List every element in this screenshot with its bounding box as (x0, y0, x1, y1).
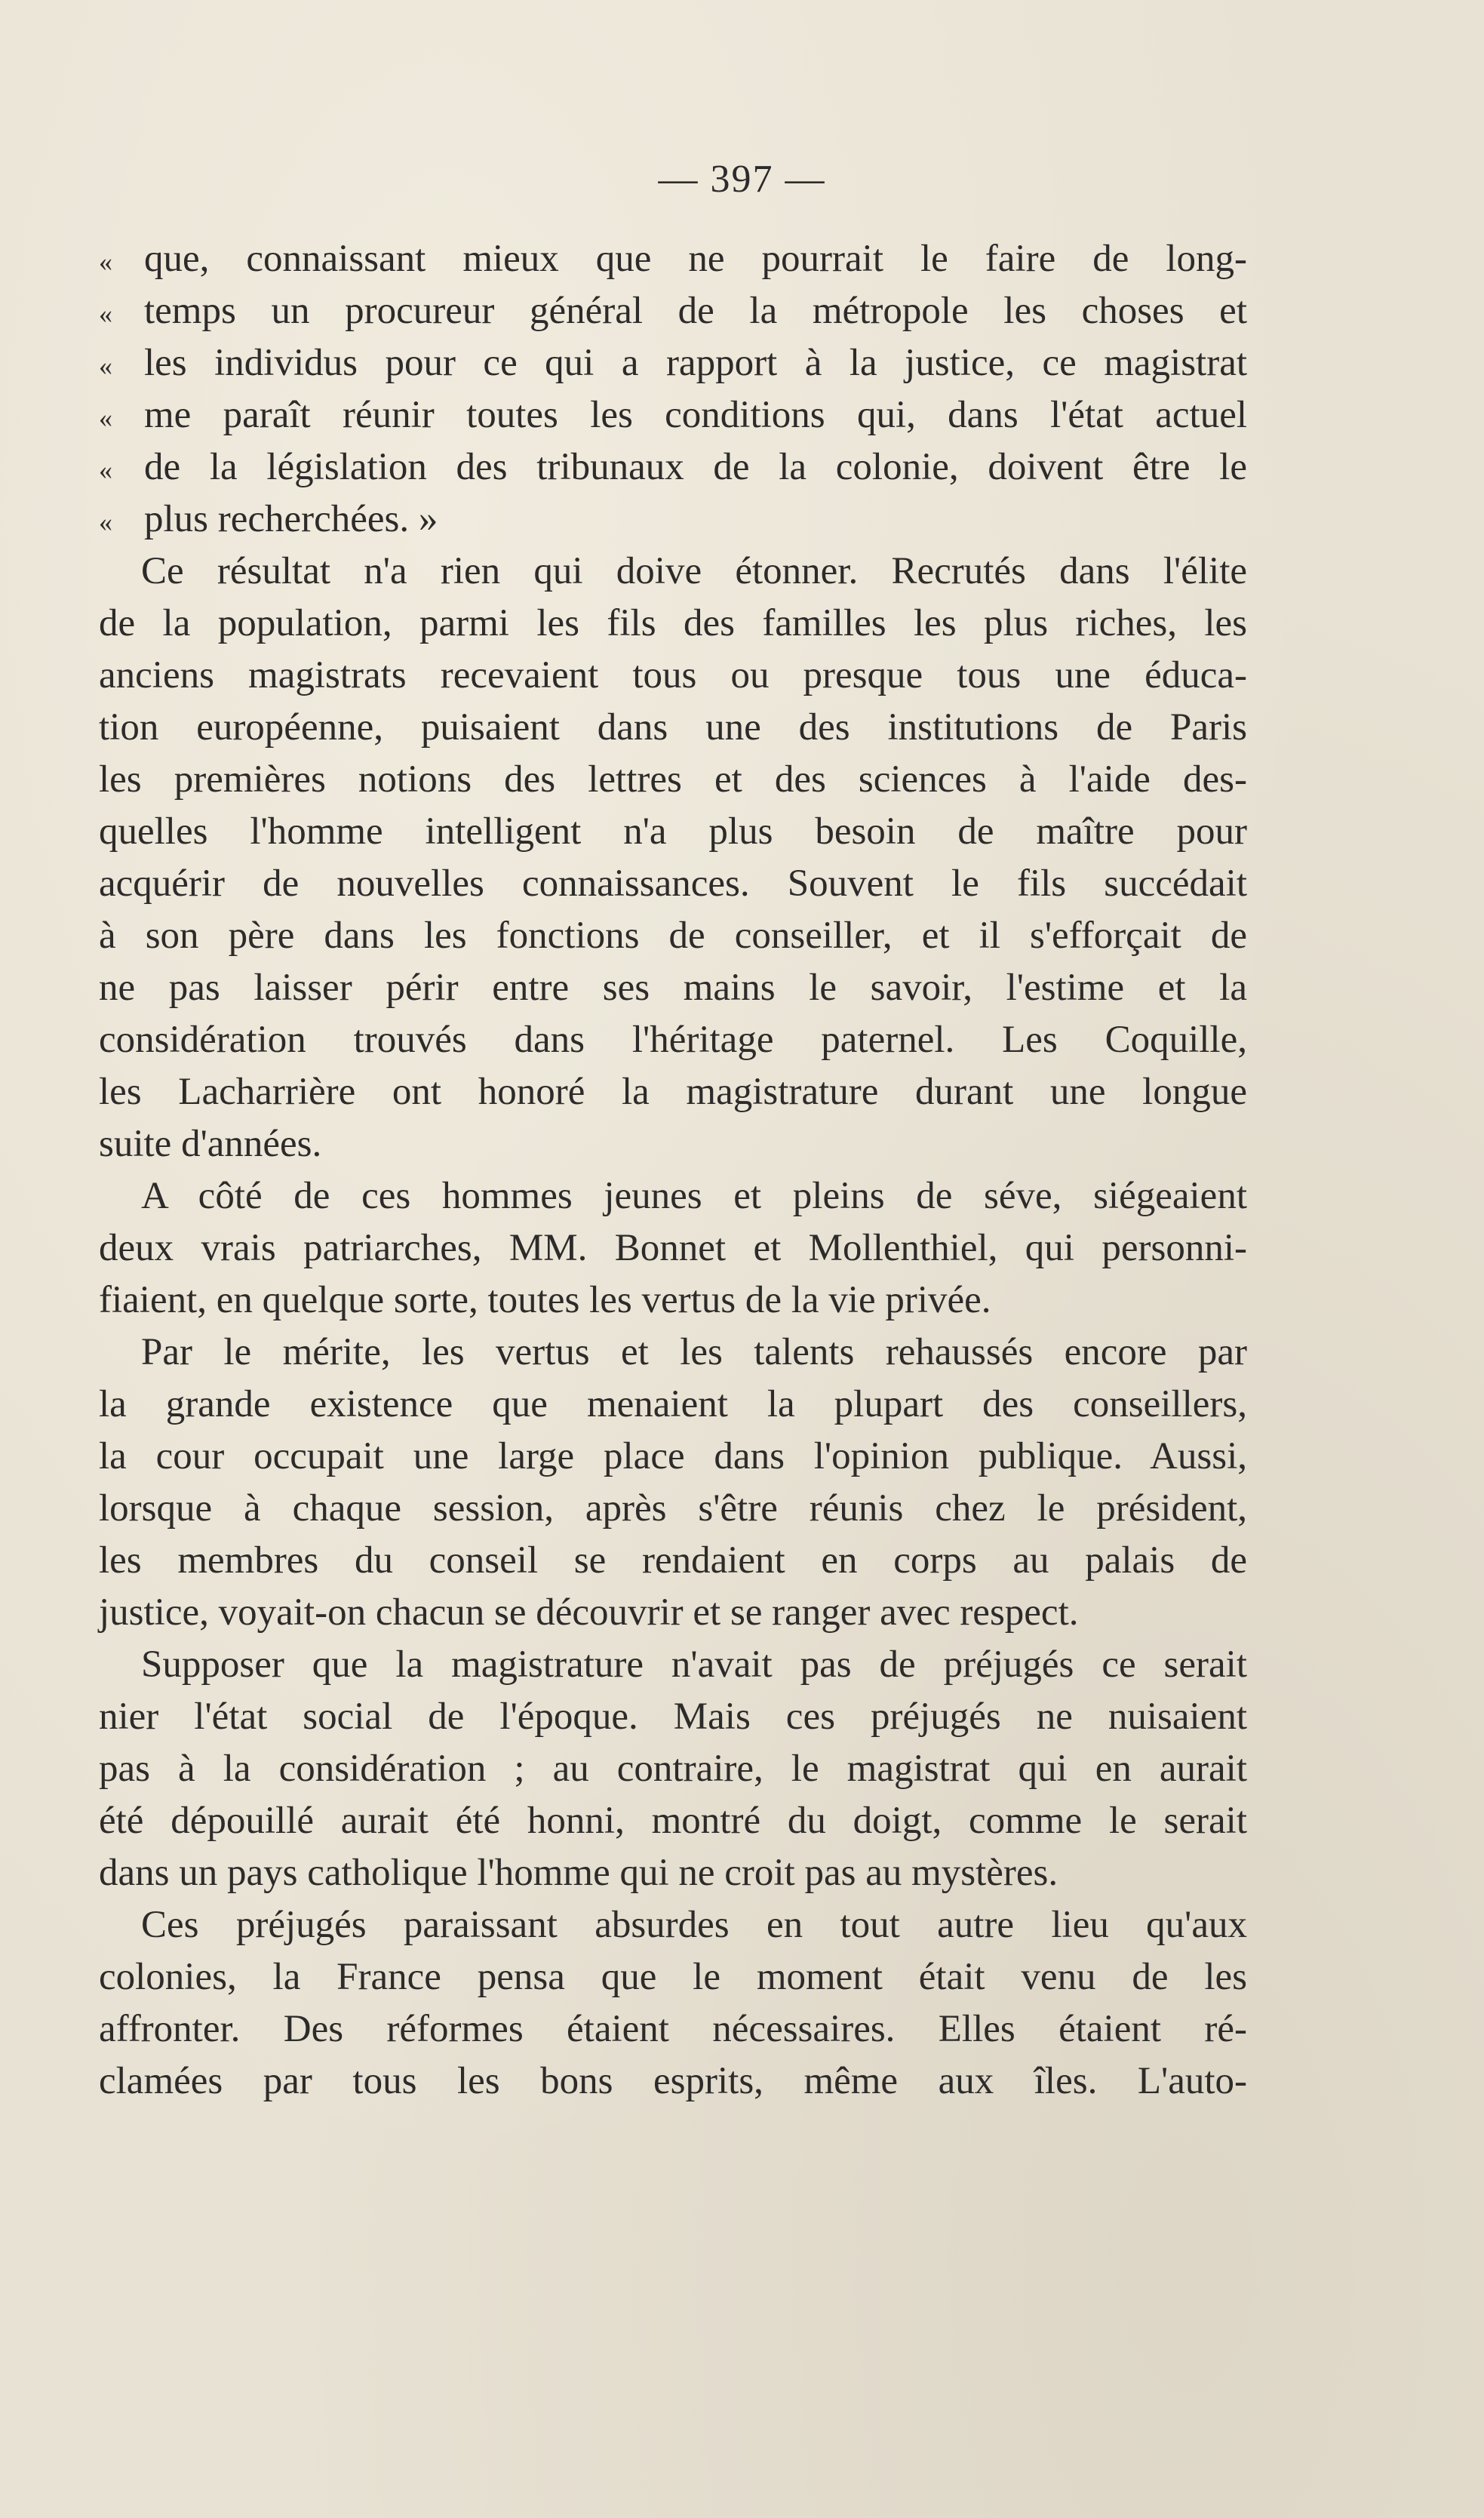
text-line: quelles l'homme intelligent n'a plus besoin de maître pour (99, 810, 1247, 853)
text-line: A côté de ces hommes jeunes et pleins de séve, siégeaient (141, 1175, 1247, 1217)
text-line: Par le mérite, les vertus et les talents rehaussés encore par (141, 1331, 1247, 1373)
text-line: fiaient, en quelque sorte, toutes les vertus de la vie privée. (99, 1279, 991, 1321)
quote-line (99, 444, 1247, 490)
text-line: la cour occupait une large place dans l'opinion publique. Aussi, (99, 1435, 1247, 1477)
quote-text: temps un procureur général de la métropole les choses et (144, 290, 1247, 332)
text-line: dans un pays catholique l'homme qui ne croit pas au mystères. (99, 1852, 1058, 1894)
quote-line (99, 497, 1247, 542)
text-line: les membres du conseil se rendaient en corps au palais de (99, 1539, 1247, 1582)
quote-text: plus recherchées. » (144, 498, 438, 540)
quote-text: les individus pour ce qui a rapport à la justice, ce magistrat (144, 342, 1247, 384)
text-line: clamées par tous les bons esprits, même aux îles. L'auto- (99, 2060, 1247, 2102)
text-line: lorsque à chaque session, après s'être réunis chez le président, (99, 1487, 1247, 1530)
page-number: — 397 — (658, 158, 826, 201)
quote-text: me paraît réunir toutes les conditions qui, dans l'état actuel (144, 394, 1247, 436)
text-line: à son père dans les fonctions de conseiller, et il s'efforçait de (99, 915, 1247, 957)
text-line: Ces préjugés paraissant absurdes en tout autre lieu qu'aux (141, 1904, 1247, 1946)
quote-mark: « (99, 507, 112, 537)
text-line: pas à la considération ; au contraire, le magistrat qui en aurait (99, 1748, 1247, 1790)
text-line: tion européenne, puisaient dans une des institutions de Paris (99, 706, 1247, 749)
quote-line (99, 392, 1247, 438)
quote-line (99, 288, 1247, 334)
quote-line (99, 340, 1247, 386)
quote-mark: « (99, 455, 112, 485)
text-line: deux vrais patriarches, MM. Bonnet et Mollenthiel, qui personni- (99, 1227, 1247, 1269)
text-line: suite d'années. (99, 1123, 322, 1165)
text-line: colonies, la France pensa que le moment était venu de les (99, 1956, 1247, 1998)
text-line: justice, voyait-on chacun se découvrir et se ranger avec respect. (99, 1591, 1079, 1634)
quote-text: de la législation des tribunaux de la colonie, doivent être le (144, 446, 1247, 488)
text-line: été dépouillé aurait été honni, montré du doigt, comme le serait (99, 1800, 1247, 1842)
quote-mark: « (99, 247, 112, 277)
text-line: les Lacharrière ont honoré la magistrature durant une longue (99, 1071, 1247, 1113)
text-line: Ce résultat n'a rien qui doive étonner. Recrutés dans l'élite (141, 550, 1247, 592)
quote-text: que, connaissant mieux que ne pourrait le faire de long- (144, 238, 1247, 280)
text-line: les premières notions des lettres et des sciences à l'aide des- (99, 758, 1247, 801)
text-line: nier l'état social de l'époque. Mais ces préjugés ne nuisaient (99, 1696, 1247, 1738)
quote-mark: « (99, 351, 112, 381)
quote-mark: « (99, 299, 112, 329)
text-line: anciens magistrats recevaient tous ou presque tous une éduca- (99, 654, 1247, 696)
text-line: affronter. Des réformes étaient nécessaires. Elles étaient ré- (99, 2008, 1247, 2050)
text-line: la grande existence que menaient la plupart des conseillers, (99, 1383, 1247, 1425)
text-line: de la population, parmi les fils des familles les plus riches, les (99, 602, 1247, 644)
quote-line (99, 236, 1247, 281)
text-line: considération trouvés dans l'héritage paternel. Les Coquille, (99, 1019, 1247, 1061)
text-line: ne pas laisser périr entre ses mains le savoir, l'estime et la (99, 967, 1247, 1009)
text-line: acquérir de nouvelles connaissances. Souvent le fils succédait (99, 862, 1247, 905)
quote-mark: « (99, 403, 112, 433)
text-line: Supposer que la magistrature n'avait pas de préjugés ce serait (141, 1643, 1247, 1686)
